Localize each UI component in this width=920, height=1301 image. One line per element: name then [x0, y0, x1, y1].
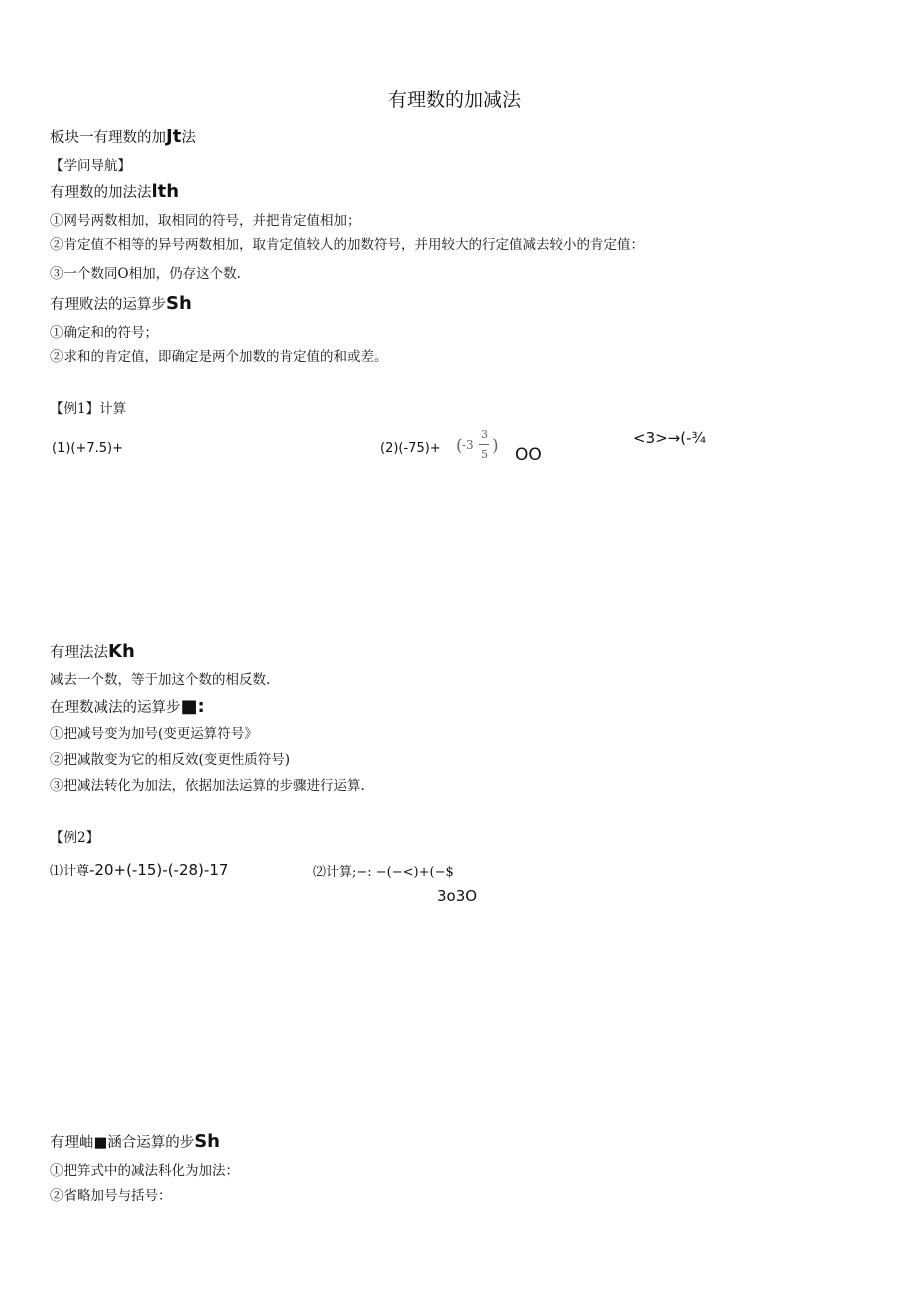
mixed-step-1: ①把笄式中的减法科化为加法：: [50, 1163, 239, 1179]
addition-steps-heading: 有理败法的运算步Sh: [50, 293, 192, 314]
example1-problem-2-tail: OO: [515, 445, 542, 465]
example1-label: 【例1】计算: [50, 401, 127, 417]
subtraction-step-1: ①把减号变为加号(变更运算符号》: [50, 726, 258, 742]
example2-label: 【例2】: [50, 830, 100, 846]
addition-rule-heading: 有理数的加法法lth: [50, 181, 180, 202]
example2-problem-1: ⑴计尊-20+(-15)-(-28)-17: [50, 861, 229, 879]
example2-problem-2-subscript: 3o3O: [437, 887, 478, 905]
mixed-operations-heading: 有理岫■涵合运算的步Sh: [50, 1131, 220, 1152]
subtraction-step-3: ③把减法转化为加法，依据加法运算的步骤进行运算.: [50, 778, 365, 794]
addition-rule-1: ①网号两数相加，取相同的符号，并把肯定值相加；: [50, 213, 361, 229]
addition-step-2: ②求和的肯定值，即确定是两个加数的肯定值的和或差。: [50, 349, 388, 365]
section1-heading: 板块一有理数的加Jt法: [50, 126, 196, 147]
subtraction-steps-heading: 在理数减法的运算步■:: [50, 696, 205, 717]
knowledge-nav-label: 【学问导航】: [50, 158, 131, 174]
example1-problem-2: (2)(-75)+: [380, 441, 441, 456]
example1-problem-1: (1)(+7.5)+: [52, 441, 124, 456]
mixed-step-2: ②省略加号与括号：: [50, 1188, 172, 1204]
addition-rule-2: ②肯定值不相等的异号两数相加，取肯定值较人的加数符号，并用较大的行定值减去较小的肯定值：: [50, 237, 644, 253]
example2-problem-2: ⑵计算;−: −(−<)+(−$: [313, 865, 454, 880]
addition-step-1: ①确定和的符号；: [50, 325, 158, 341]
example1-problem-3: <3>→(-¾: [633, 429, 707, 447]
page-title: 有理数的加减法: [388, 89, 522, 111]
addition-rule-3: ③一个数同O相加，仍存这个数.: [50, 266, 241, 282]
subtraction-rule: 减去一个数，等于加这个数的相反数.: [50, 672, 271, 688]
subtraction-rule-heading: 有理法法Kh: [50, 641, 135, 662]
mixed-fraction: ( -3 3 5 ): [456, 428, 499, 461]
subtraction-step-2: ②把减散变为它的相反效(变更性质符号): [50, 752, 291, 768]
